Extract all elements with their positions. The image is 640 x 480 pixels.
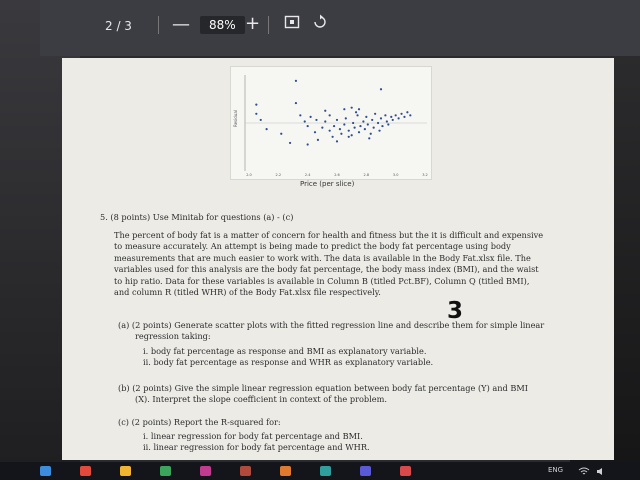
scatter-point xyxy=(348,130,350,132)
paragraph-line: to measure accurately. An attempt is being made to predict the body fat percentage using body xyxy=(114,241,511,252)
scatter-point xyxy=(373,127,375,129)
zoom-level[interactable]: 88% xyxy=(200,16,245,34)
scatter-point xyxy=(255,113,257,115)
figure-caption: Price (per slice) xyxy=(300,180,355,188)
scatter-point xyxy=(400,113,402,115)
scatter-point xyxy=(409,114,411,116)
scatter-point xyxy=(377,122,379,124)
part-c-item: i. linear regression for body fat percentage and BMI. xyxy=(143,431,363,441)
part-b-line: (X). Interpret the slope coefficient in context of the problem. xyxy=(135,394,387,405)
handwritten-annotation: 3 xyxy=(447,298,464,324)
zoom-out-button[interactable]: — xyxy=(172,14,190,35)
scatter-point xyxy=(324,110,326,112)
x-tick-label: 3.2 xyxy=(422,173,428,177)
taskbar-app-icon[interactable] xyxy=(280,466,291,476)
scatter-point xyxy=(378,130,380,132)
scatter-point xyxy=(364,128,366,130)
part-a xyxy=(118,320,544,343)
scatter-point xyxy=(358,131,360,133)
page-indicator[interactable]: 2 / 3 xyxy=(105,19,132,33)
question-paragraph xyxy=(114,230,543,298)
scatter-point xyxy=(336,119,338,121)
scatter-point xyxy=(368,137,370,139)
paragraph-line: measurements that are much easier to work with. The data is available in the Body Fat.xlsx file. The xyxy=(114,252,531,263)
x-tick-label: 2.6 xyxy=(334,173,340,177)
scatter-point xyxy=(304,120,306,122)
scatter-point xyxy=(343,123,345,125)
scatter-point xyxy=(321,127,323,129)
scatter-point xyxy=(358,108,360,110)
scatter-point xyxy=(380,117,382,119)
taskbar-app-icon[interactable] xyxy=(360,466,371,476)
scatter-point xyxy=(340,133,342,135)
paragraph-line: The percent of body fat is a matter of concern for health and fitness but the it is difficult and expensive xyxy=(114,230,544,240)
part-b-line: (b) (2 points) Give the simple linear regression equation between body fat percentage (Y) and BMI xyxy=(118,383,529,393)
part-c-items xyxy=(143,431,370,454)
part-b xyxy=(118,383,528,406)
scatter-point xyxy=(354,127,356,129)
scatter-point xyxy=(339,128,341,130)
scatter-point xyxy=(307,143,309,145)
scatter-point xyxy=(314,131,316,133)
pdf-toolbar xyxy=(40,0,640,56)
scatter-point xyxy=(386,120,388,122)
part-a-item: i. body fat percentage as response and BMI as explanatory variable. xyxy=(143,346,427,356)
x-tick-label: 3.0 xyxy=(392,173,399,177)
taskbar-app-icon[interactable] xyxy=(120,466,131,476)
scatter-point xyxy=(351,107,353,109)
scatter-point xyxy=(390,116,392,118)
scatter-point xyxy=(374,113,376,115)
scatter-point xyxy=(406,111,408,113)
scatter-point xyxy=(332,136,334,138)
taskbar-app-icon[interactable] xyxy=(200,466,211,476)
scatter-point xyxy=(295,80,297,82)
scatter-point xyxy=(307,125,309,127)
scatter-point xyxy=(370,133,372,135)
scatter-point xyxy=(336,140,338,142)
x-tick-label: 2.8 xyxy=(363,173,370,177)
scatter-point xyxy=(329,114,331,116)
paragraph-line: variables used for this analysis are the body fat percentage, the body mass index (BMI), and the waist xyxy=(114,264,539,275)
y-axis-label: Residual xyxy=(233,110,238,127)
question-number: 5. xyxy=(100,212,108,222)
scatter-point xyxy=(260,119,262,121)
paragraph-line: and column R (titled WHR) of the Body Fat.xlsx file respectively. xyxy=(114,287,381,298)
scatter-point xyxy=(324,120,326,122)
taskbar-app-icon[interactable] xyxy=(160,466,171,476)
os-taskbar xyxy=(0,462,640,480)
part-a-line: (a) (2 points) Generate scatter plots with the fitted regression line and describe them for simple linear xyxy=(118,320,545,330)
scatter-point xyxy=(255,104,257,106)
taskbar-app-icon[interactable] xyxy=(240,466,251,476)
x-tick-label: 2.2 xyxy=(275,173,282,177)
question-title: (8 points) Use Minitab for questions (a) - (c) xyxy=(110,212,294,222)
scatter-point xyxy=(352,122,354,124)
scatter-point xyxy=(345,117,347,119)
scatter-point xyxy=(295,102,297,104)
taskbar-app-icon[interactable] xyxy=(320,466,331,476)
scatter-point xyxy=(310,116,312,118)
language-indicator[interactable]: ENG xyxy=(548,466,564,474)
scatter-point xyxy=(329,130,331,132)
scatter-point xyxy=(356,114,358,116)
taskbar-app-icon[interactable] xyxy=(400,466,411,476)
scatter-point xyxy=(266,128,268,130)
x-tick-label: 2.4 xyxy=(304,173,311,177)
taskbar-app-icon[interactable] xyxy=(80,466,91,476)
zoom-in-button[interactable]: + xyxy=(245,13,261,34)
scatter-point xyxy=(387,123,389,125)
scatter-point xyxy=(392,119,394,121)
scatter-point xyxy=(351,134,353,136)
scatter-point xyxy=(403,116,405,118)
scatter-point xyxy=(343,108,345,110)
part-a-line: regression taking: xyxy=(135,331,211,342)
paragraph-line: to hip ratio. Data for these variables is available in Column B (titled Pct.BF), Column Q (titled BMI), xyxy=(114,275,530,286)
scatter-point xyxy=(289,142,291,144)
scatter-point xyxy=(381,125,383,127)
part-c xyxy=(118,417,281,428)
question-header xyxy=(100,212,293,223)
scatter-point xyxy=(359,125,361,127)
rotate-icon[interactable] xyxy=(312,14,328,30)
toolbar-divider xyxy=(268,16,269,34)
taskbar-app-icon[interactable] xyxy=(40,466,51,476)
scatter-point xyxy=(395,114,397,116)
scatter-point xyxy=(299,114,301,116)
wifi-icon[interactable] xyxy=(578,467,590,476)
scatter-point xyxy=(362,120,364,122)
scatter-point xyxy=(371,119,373,121)
part-c-item: ii. linear regression for body fat percentage and WHR. xyxy=(143,442,370,453)
part-a-items xyxy=(143,346,433,369)
toolbar-divider xyxy=(158,16,159,34)
scatter-point xyxy=(317,139,319,141)
volume-icon[interactable] xyxy=(596,467,606,476)
scatter-point xyxy=(333,125,335,127)
scatter-point xyxy=(355,111,357,113)
scatter-point xyxy=(380,88,382,90)
fit-page-icon[interactable] xyxy=(284,14,300,30)
scatter-point xyxy=(367,123,369,125)
part-a-item: ii. body fat percentage as response and WHR as explanatory variable. xyxy=(143,357,434,368)
scatter-point xyxy=(398,117,400,119)
x-tick-label: 2.0 xyxy=(246,173,252,177)
scatter-point xyxy=(384,114,386,116)
scatter-point xyxy=(280,133,282,135)
part-c-line: (c) (2 points) Report the R-squared for: xyxy=(118,417,281,427)
scatter-point xyxy=(348,136,350,138)
residual-scatter-plot xyxy=(230,66,432,180)
scatter-point xyxy=(315,119,317,121)
scatter-point xyxy=(365,116,367,118)
